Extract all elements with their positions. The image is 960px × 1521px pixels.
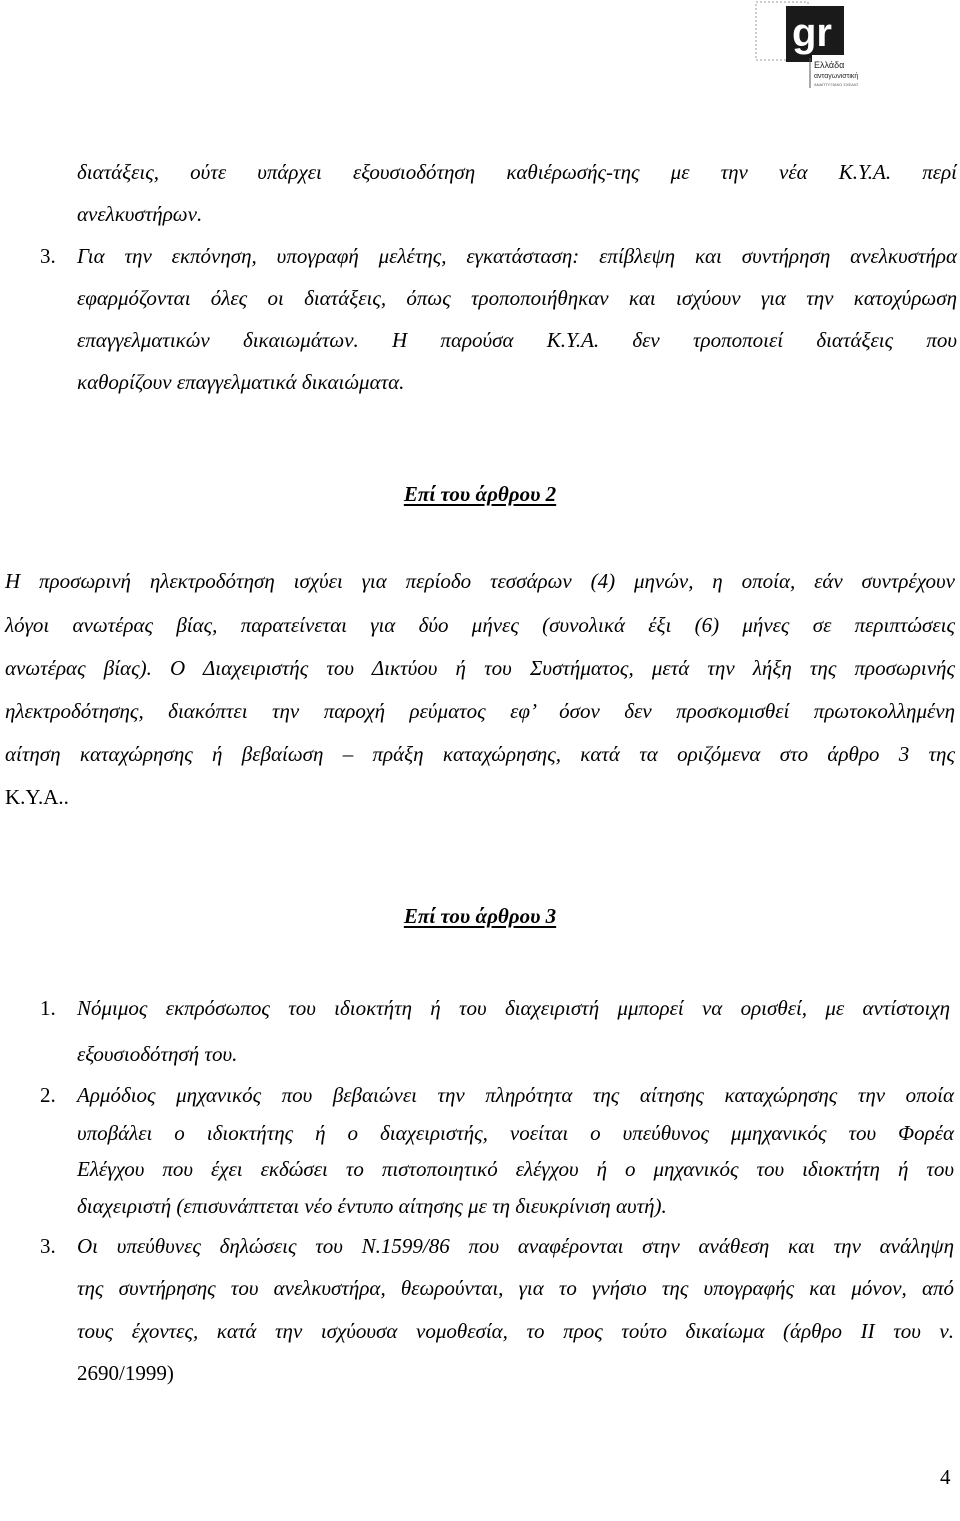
article-2-heading: Επί του άρθρου 2 — [403, 482, 557, 506]
intro-line-2: ανελκυστήρων. — [77, 202, 203, 226]
article-3-item3-line-3: τους έχοντες, κατά την ισχύουσα νομοθεσία, το προς τούτο δικαίωμα (άρθρο ΙΙ του ν. — [77, 1319, 954, 1343]
article-3-item2-line-1: Αρμόδιος μηχανικός που βεβαιώνει την πληρότητα της αίτησης καταχώρησης την οποία — [77, 1083, 954, 1107]
article-3-item2-line-4: διαχειριστή (επισυνάπτεται νέο έντυπο αίτησης με τη διευκρίνιση αυτή). — [77, 1194, 667, 1218]
article-3-item1-number: 1. — [40, 996, 56, 1020]
logo-text-line3: ΑΝΑΠΤΥΞΙΑΚΟ ΣΧΕΔΙΟ — [814, 82, 859, 87]
logo-text-line1: Ελλάδα — [814, 60, 845, 70]
intro-item3-number: 3. — [40, 244, 56, 268]
article-2-line-5: αίτηση καταχώρησης ή βεβαίωση – πράξη καταχώρησης, κατά τα οριζόμενα στο άρθρο 3 της — [5, 742, 955, 766]
intro-item3-line-2: εφαρμόζονται όλες οι διατάξεις, όπως τροποποιήθηκαν και ισχύουν για την κατοχύρωση — [77, 286, 957, 310]
article-3-item2-line-3: Ελέγχου που έχει εκδώσει το πιστοποιητικό ελέγχου ή ο μηχανικός του ιδιοκτήτη ή του — [77, 1157, 954, 1181]
intro-item3-line-1: Για την εκπόνηση, υπογραφή μελέτης, εγκατάσταση: επίβλεψη και συντήρηση ανελκυστήρα — [77, 244, 957, 268]
article-3-item2-line-2: υποβάλει ο ιδιοκτήτης ή ο διαχειριστής, νοείται ο υπεύθυνος μμηχανικός του Φορέα — [77, 1121, 954, 1145]
logo-graphic — [752, 0, 882, 92]
intro-line-1: διατάξεις, ούτε υπάρχει εξουσιοδότηση καθιέρωσής-της με την νέα Κ.Υ.Α. περί — [77, 160, 957, 184]
article-3-item2-number: 2. — [40, 1083, 56, 1107]
logo-mark: gr — [792, 11, 832, 55]
article-2-line-3: ανωτέρας βίας). Ο Διαχειριστής του Δικτύου ή του Συστήματος, μετά την λήξη της προσωρινής — [5, 656, 955, 680]
article-3-item3-line-4: 2690/1999) — [77, 1361, 174, 1385]
article-3-item1-line-1: Νόμιμος εκπρόσωπος του ιδιοκτήτη ή του διαχειριστή μμπορεί να ορισθεί, με αντίστοιχη — [77, 996, 950, 1020]
article-2-line-6: Κ.Υ.Α.. — [5, 785, 69, 809]
page-number: 4 — [940, 1465, 951, 1489]
article-2-line-2: λόγοι ανωτέρας βίας, παρατείνεται για δύο μήνες (συνολικά έξι (6) μήνες σε περιπτώσεις — [5, 613, 955, 637]
article-3-item3-line-1: Οι υπεύθυνες δηλώσεις του Ν.1599/86 που αναφέρονται στην ανάθεση και την ανάληψη — [77, 1234, 954, 1258]
intro-item3-line-3: επαγγελματικών δικαιωμάτων. Η παρούσα Κ.Υ.Α. δεν τροποποιεί διατάξεις που — [77, 328, 957, 352]
article-2-line-1: Η προσωρινή ηλεκτροδότηση ισχύει για περίοδο τεσσάρων (4) μηνών, η οποία, εάν συντρέχουν — [5, 569, 955, 593]
article-3-item3-line-2: της συντήρησης του ανελκυστήρα, θεωρούνται, για το γνήσιο της υπογραφής και μόνον, από — [77, 1276, 954, 1300]
logo-text-line2: ανταγωνιστική — [814, 73, 859, 80]
article-3-item1-line-2: εξουσιοδότησή του. — [77, 1042, 238, 1066]
article-2-line-4: ηλεκτροδότησης, διακόπτει την παροχή ρεύματος εφ’ όσον δεν προσκομισθεί πρωτοκολλημένη — [5, 699, 955, 723]
article-3-heading: Επί του άρθρου 3 — [403, 904, 557, 928]
logo — [752, 0, 882, 92]
intro-item3-line-4: καθορίζουν επαγγελματικά δικαιώματα. — [77, 370, 405, 394]
article-3-item3-number: 3. — [40, 1234, 56, 1258]
